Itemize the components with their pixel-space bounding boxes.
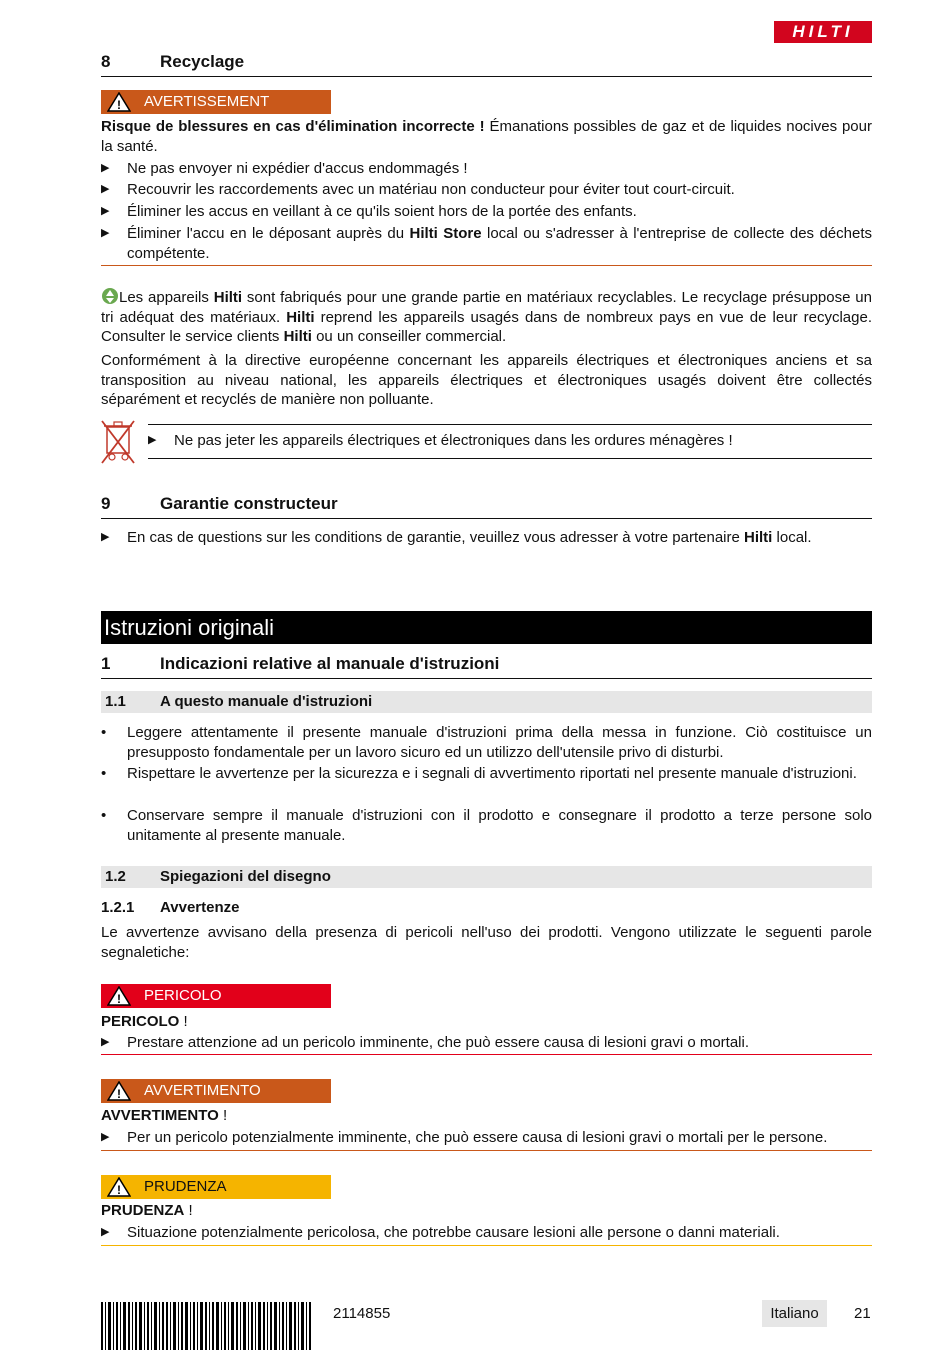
text: sont fabriqués pour une grande partie en matériaux recyclables. Le recyclage présuppose un tri adéquat des matériaux. xyxy=(101,289,872,326)
warning-label: PRUDENZA xyxy=(144,1178,227,1195)
text: reprend les appareils usagés dans de nombreux pays en vue de leur recyclage. Consulter le service clients xyxy=(101,308,872,345)
risk-bold: Risque de blessures en cas d'élimination incorrecte ! xyxy=(101,118,485,135)
pericolo-box xyxy=(101,984,331,1008)
bullet-text: En cas de questions sur les conditions de garantie, veuillez vous adresser à votre partenaire xyxy=(127,529,745,546)
bullet-text: Recouvrir les raccordements avec un matériau non conducteur pour éviter tout court-circuit. xyxy=(127,181,735,198)
section-8-heading xyxy=(101,52,872,77)
bold-text: Hilti xyxy=(213,289,243,306)
subsection-title: Spiegazioni del disegno xyxy=(160,868,331,885)
svg-text:!: ! xyxy=(117,1183,121,1197)
warning-label: AVVERTIMENTO xyxy=(144,1082,261,1099)
list-item: ▶ En cas de questions sur les conditions de garantie, veuillez vous adresser à votre partenaire Hilti local. xyxy=(101,529,812,546)
section-title: Indicazioni relative al manuale d'istruzioni xyxy=(160,654,500,673)
prudenza-end-rule xyxy=(101,1245,872,1246)
bold-text: PRUDENZA xyxy=(101,1202,185,1219)
svg-text:!: ! xyxy=(117,98,121,112)
bullet-bold: Hilti Store xyxy=(409,225,482,242)
list-item: ▶ Prestare attenzione ad un pericolo imminente, che può essere causa di lesioni gravi o mortali. xyxy=(101,1033,872,1053)
bullet-text: Ne pas jeter les appareils électriques et électroniques dans les ordures ménagères ! xyxy=(174,432,733,449)
text: ou un conseiller commercial. xyxy=(311,328,507,345)
bullet-text: Conservare sempre il manuale d'istruzioni con il prodotto e consegnare il prodotto a terze persone solo unitamente al presente manuale. xyxy=(127,807,872,844)
list-item: • Conservare sempre il manuale d'istruzioni con il prodotto e consegnare il prodotto a terze persone solo unitamente al presente manuale. xyxy=(101,807,872,844)
warning-triangle-icon xyxy=(107,1081,131,1101)
bullet-text: Per un pericolo potenzialmente imminente, che può essere causa di lesioni gravi o mortali per le persone. xyxy=(127,1129,828,1146)
bold-text: AVVERTIMENTO xyxy=(101,1107,219,1124)
avvertimento-end-rule xyxy=(101,1150,872,1151)
subsection-number: 1.2 xyxy=(105,868,126,885)
list-item: ▶ Recouvrir les raccordements avec un matériau non conducteur pour éviter tout court-circuit. xyxy=(101,180,872,200)
list-item: ▶ Per un pericolo potenzialmente imminente, che può essere causa di lesioni gravi o mortali per le persone. xyxy=(101,1128,872,1148)
bullet-text: local. xyxy=(772,529,812,546)
bullet-text: Ne pas envoyer ni expédier d'accus endommagés ! xyxy=(127,160,468,177)
bullet-text: Situazione potenzialmente pericolosa, che potrebbe causare lesioni alle persone o danni materiali. xyxy=(127,1224,780,1241)
section-number: 8 xyxy=(101,52,111,71)
subsubsection-number: 1.2.1 xyxy=(101,899,135,916)
list-item: • Leggere attentamente il presente manuale d'istruzioni prima della messa in funzione. Ciò costituisce un presupposto fondamentale per un lavoro sicuro ed un utilizzo dell'utensile privo di disturbi. xyxy=(101,724,872,761)
section-title: Recyclage xyxy=(160,52,245,71)
bullet-text: Prestare attenzione ad un pericolo imminente, che può essere causa di lesioni gravi o mortali. xyxy=(127,1034,750,1051)
warning-label: PERICOLO xyxy=(144,987,222,1004)
warning-triangle-icon xyxy=(107,1177,131,1197)
list-item: • Rispettare le avvertenze per la sicurezza e i segnali di avvertimento riportati nel presente manuale d'istruzioni. xyxy=(101,764,872,784)
prudenza-heading xyxy=(101,1201,872,1221)
text: Les appareils xyxy=(119,289,214,306)
warning-triangle-icon xyxy=(107,986,131,1006)
list-item: ▶ Éliminer les accus en veillant à ce qu'ils soient hors de la portée des enfants. xyxy=(101,202,872,222)
banner-text: Istruzioni originali xyxy=(104,615,274,640)
document-code: 2114855 xyxy=(333,1305,391,1322)
section-title: Garantie constructeur xyxy=(160,494,338,513)
recycle-paragraph xyxy=(101,287,872,347)
section-9-heading xyxy=(101,494,872,519)
bullet-text: Rispettare le avvertenze per la sicurezza e i segnali di avvertimento riportati nel presente manuale d'istruzioni. xyxy=(127,765,857,782)
directive-paragraph: Conformément à la directive européenne concernant les appareils électriques et électroniques anciens et sa transposition au niveau national, les appareils électriques et électroniques usagés doivent être collectés séparément et recyclés de manière non polluante. xyxy=(101,352,872,408)
warning-end-rule xyxy=(101,265,872,266)
avvertimento-heading xyxy=(101,1106,872,1126)
subsubsection-heading xyxy=(101,898,872,918)
text: ! xyxy=(218,1107,228,1124)
svg-text:!: ! xyxy=(117,992,121,1006)
section-1-heading xyxy=(101,654,872,679)
subsection-title: A questo manuale d'istruzioni xyxy=(160,693,373,710)
svg-text:!: ! xyxy=(117,1087,121,1101)
subsection-1-2-heading xyxy=(101,866,872,888)
list-item: ▶ Ne pas jeter les appareils électriques et électroniques dans les ordures ménagères ! xyxy=(148,431,872,451)
pericolo-heading xyxy=(101,1012,872,1032)
section-number: 1 xyxy=(101,654,111,673)
recycle-icon xyxy=(101,287,119,305)
section-number: 9 xyxy=(101,494,111,513)
text: ! xyxy=(179,1013,188,1030)
bullet-text: Éliminer l'accu en le déposant auprès du xyxy=(127,225,410,242)
text: ! xyxy=(184,1202,193,1219)
weee-bottom-rule xyxy=(148,458,872,459)
avertissement-box xyxy=(101,90,331,114)
bullet-bold: Hilti xyxy=(744,529,773,546)
subsection-number: 1.1 xyxy=(105,693,126,710)
subsection-1-1-heading xyxy=(101,691,872,713)
language-label: Italiano xyxy=(762,1300,827,1327)
page-number: 21 xyxy=(854,1305,871,1322)
warning-label: AVERTISSEMENT xyxy=(144,93,270,110)
avvertenze-paragraph: Le avvertenze avvisano della presenza di pericoli nell'uso dei prodotti. Vengono utilizzate le seguenti parole segnaletiche: xyxy=(101,924,872,961)
weee-bin-icon xyxy=(101,419,135,465)
bold-text: Hilti xyxy=(283,328,312,345)
list-item: ▶ Éliminer l'accu en le déposant auprès du Hilti Store local ou s'adresser à l'entreprise de collecte des déchets compétente. xyxy=(101,225,872,262)
list-item: ▶ Ne pas envoyer ni expédier d'accus endommagés ! xyxy=(101,159,872,179)
avvertimento-box xyxy=(101,1079,331,1103)
prudenza-box xyxy=(101,1175,331,1199)
pericolo-end-rule xyxy=(101,1054,872,1055)
barcode xyxy=(101,1302,313,1350)
weee-top-rule xyxy=(148,424,872,425)
subsubsection-title: Avvertenze xyxy=(160,899,240,916)
language-banner xyxy=(101,611,872,644)
bullet-text: local ou s'adresser à l'entreprise de collecte des déchets compétente. xyxy=(127,225,872,262)
list-item: ▶ Situazione potenzialmente pericolosa, che potrebbe causare lesioni alle persone o danni materiali. xyxy=(101,1223,872,1243)
risk-paragraph xyxy=(101,117,872,156)
bullet-text: Leggere attentamente il presente manuale d'istruzioni prima della messa in funzione. Ciò costituisce un presupposto fondamentale per un lavoro sicuro ed un utilizzo dell'utensile privo di disturbi. xyxy=(127,724,872,761)
hilti-logo: HILTI xyxy=(774,21,872,43)
warning-triangle-icon xyxy=(107,92,131,112)
bold-text: Hilti xyxy=(286,308,315,326)
risk-text: Émanations possibles de gaz et de liquides nocives pour la santé. xyxy=(101,118,872,155)
bold-text: PERICOLO xyxy=(101,1013,180,1030)
bullet-text: Éliminer les accus en veillant à ce qu'ils soient hors de la portée des enfants. xyxy=(127,203,637,220)
